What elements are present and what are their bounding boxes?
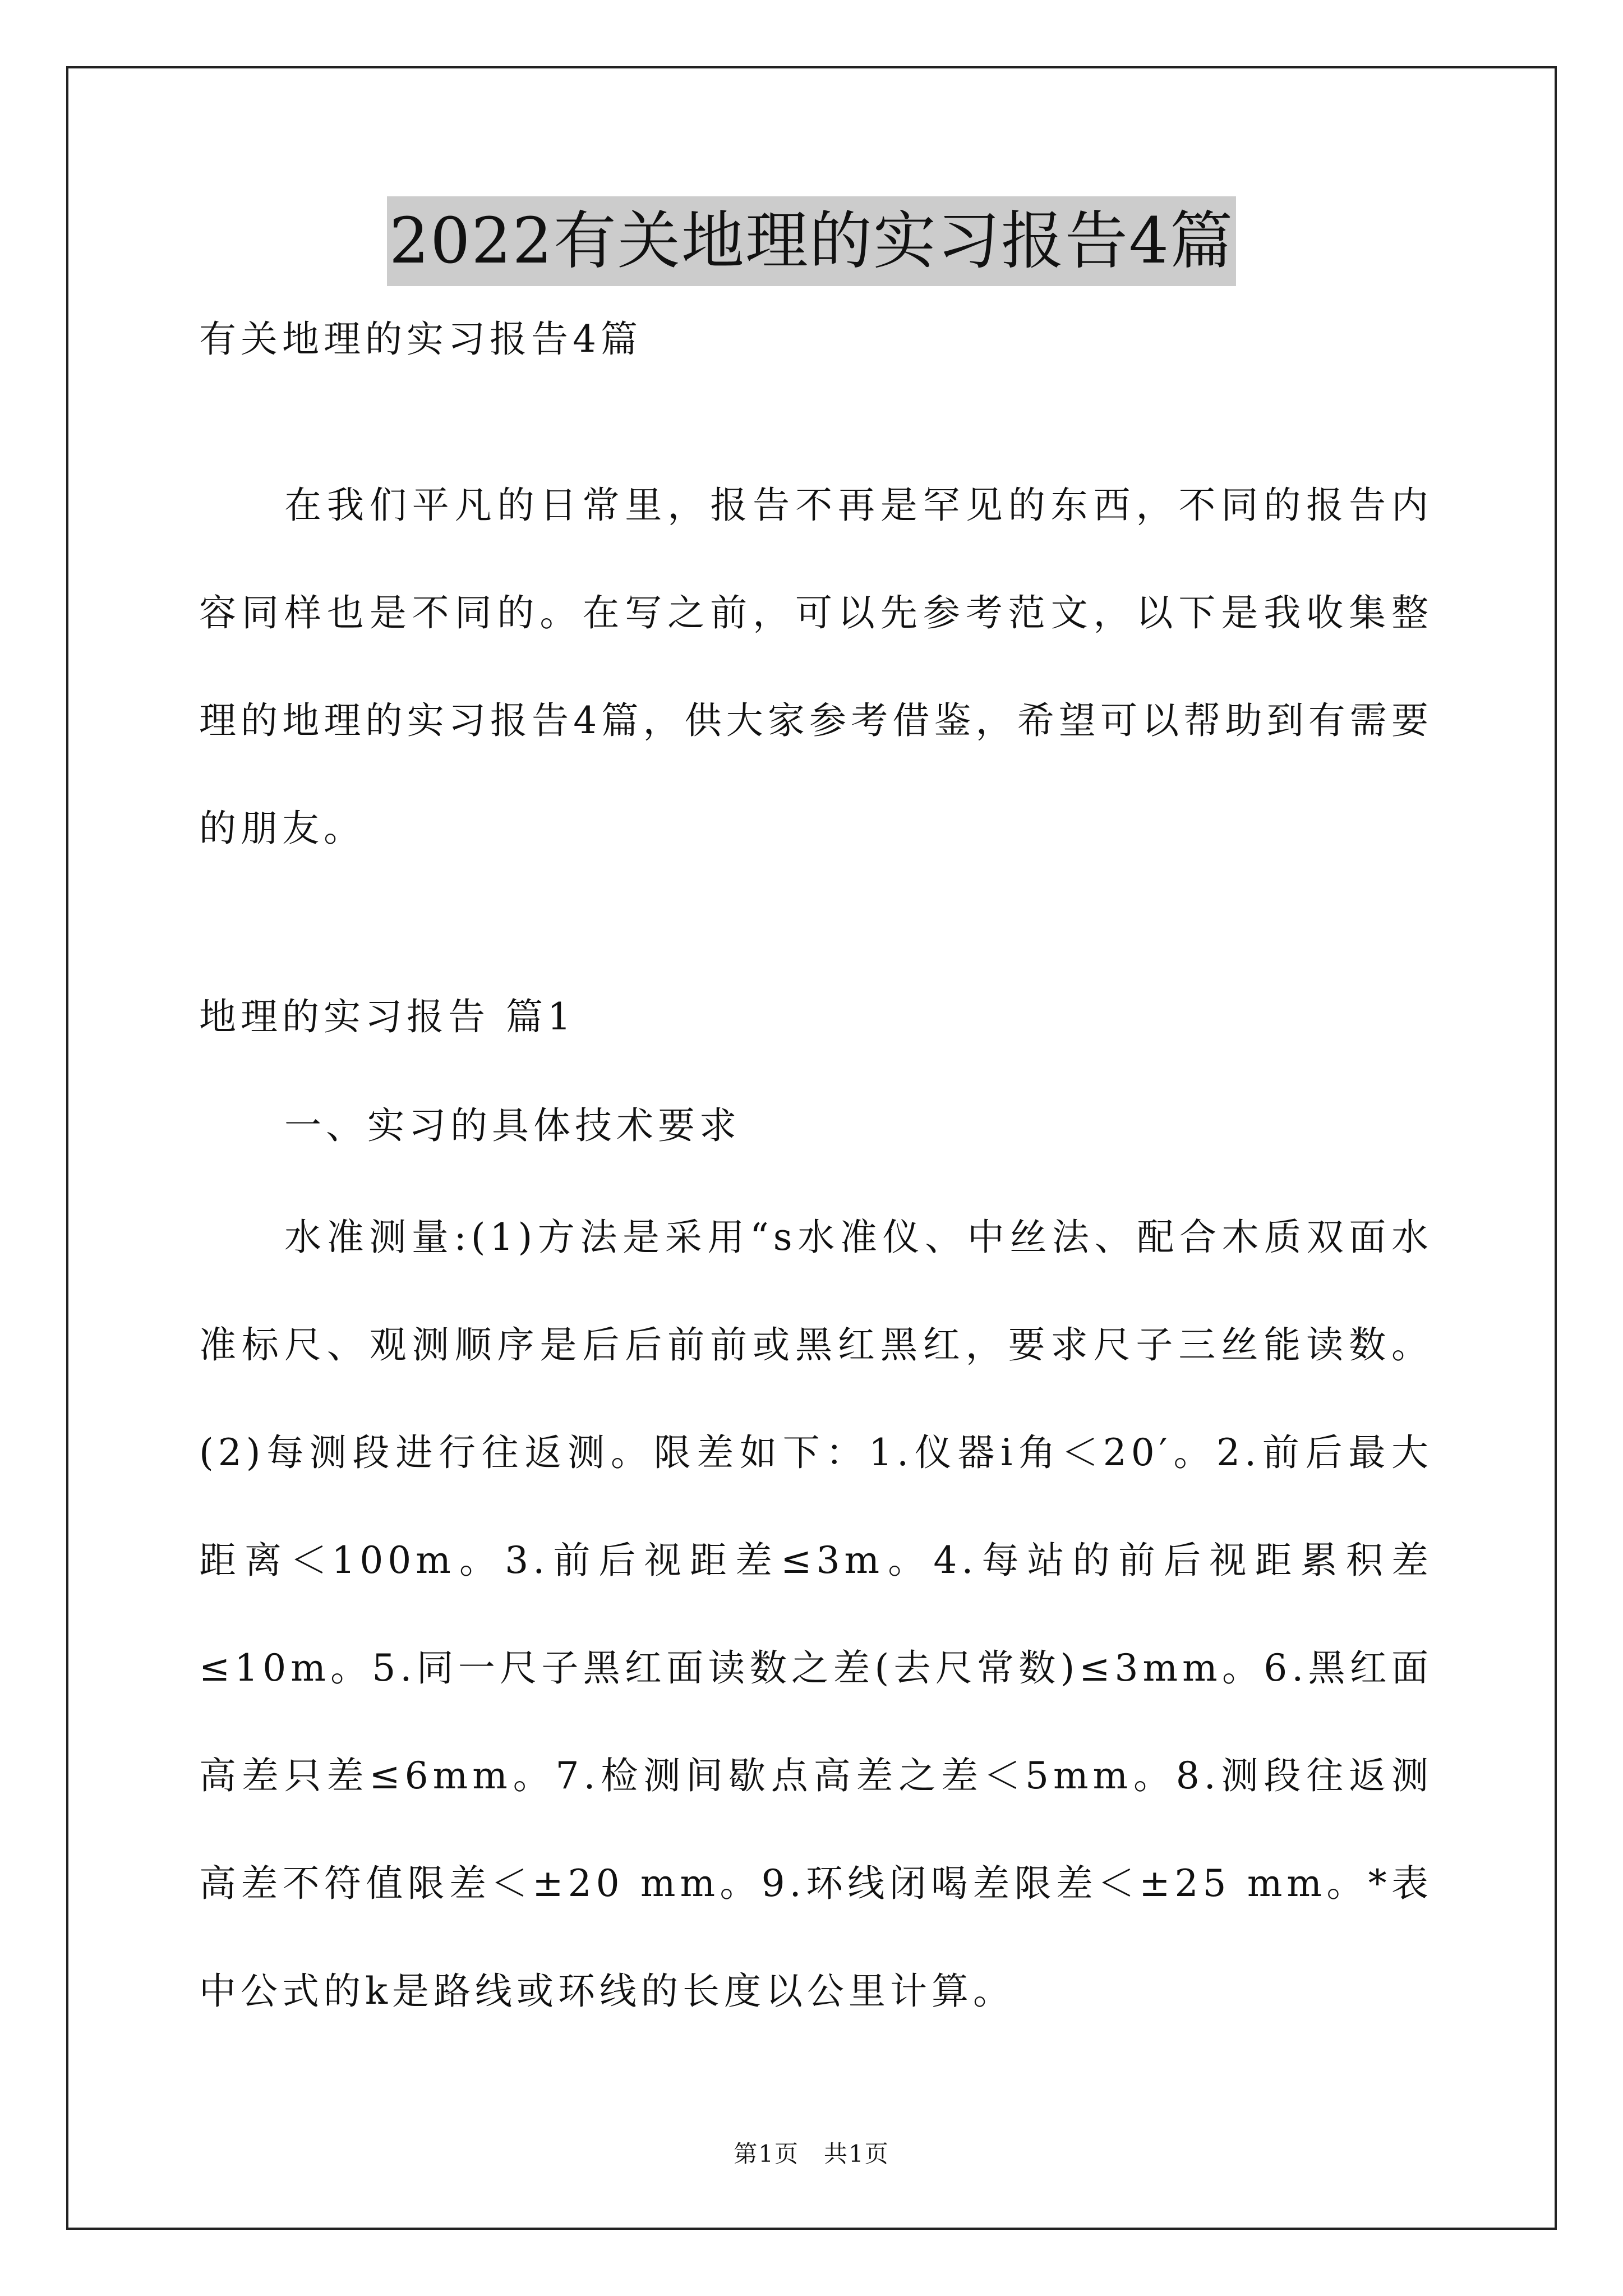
document-title-container <box>0 196 1623 286</box>
section-heading: 地理的实习报告 篇1 <box>199 995 575 1038</box>
page-number: 第1页 共1页 <box>734 2140 889 2168</box>
document-subtitle: 有关地理的实习报告4篇 <box>199 318 642 361</box>
document-title: 2022有关地理的实习报告4篇 <box>387 196 1236 286</box>
item-heading: 一、实习的具体技术要求 <box>284 1104 741 1147</box>
intro-paragraph: 在我们平凡的日常里，报告不再是罕见的东西，不同的报告内容同样也是不同的。在写之前，可以先参考范文，以下是我收集整理的地理的实习报告4篇，供大家参考借鉴，希望可以帮助到有需要的朋友。 <box>199 484 1433 850</box>
page-footer <box>0 2137 1623 2171</box>
body-paragraph: 水准测量:(1)方法是采用“s水准仪、中丝法、配合木质双面水准标尺、观测顺序是后后前前或黑红黑红，要求尺子三丝能读数。(2)每测段进行往返测。限差如下：1.仪器i角＜20′。2.前后最大距离＜100m。3.前后视距差≤3m。4.每站的前后视距累积差≤10m。5.同一尺子黑红面读数之差(去尺常数)≤3mm。6.黑红面高差只差≤6mm。7.检测间歇点高差之差＜5mm。8.测段往返测高差不符值限差＜±20 mm。9.环线闭喝差限差＜±25 mm。*表中公式的k是路线或环线的长度以公里计算。 <box>199 1216 1433 2013</box>
